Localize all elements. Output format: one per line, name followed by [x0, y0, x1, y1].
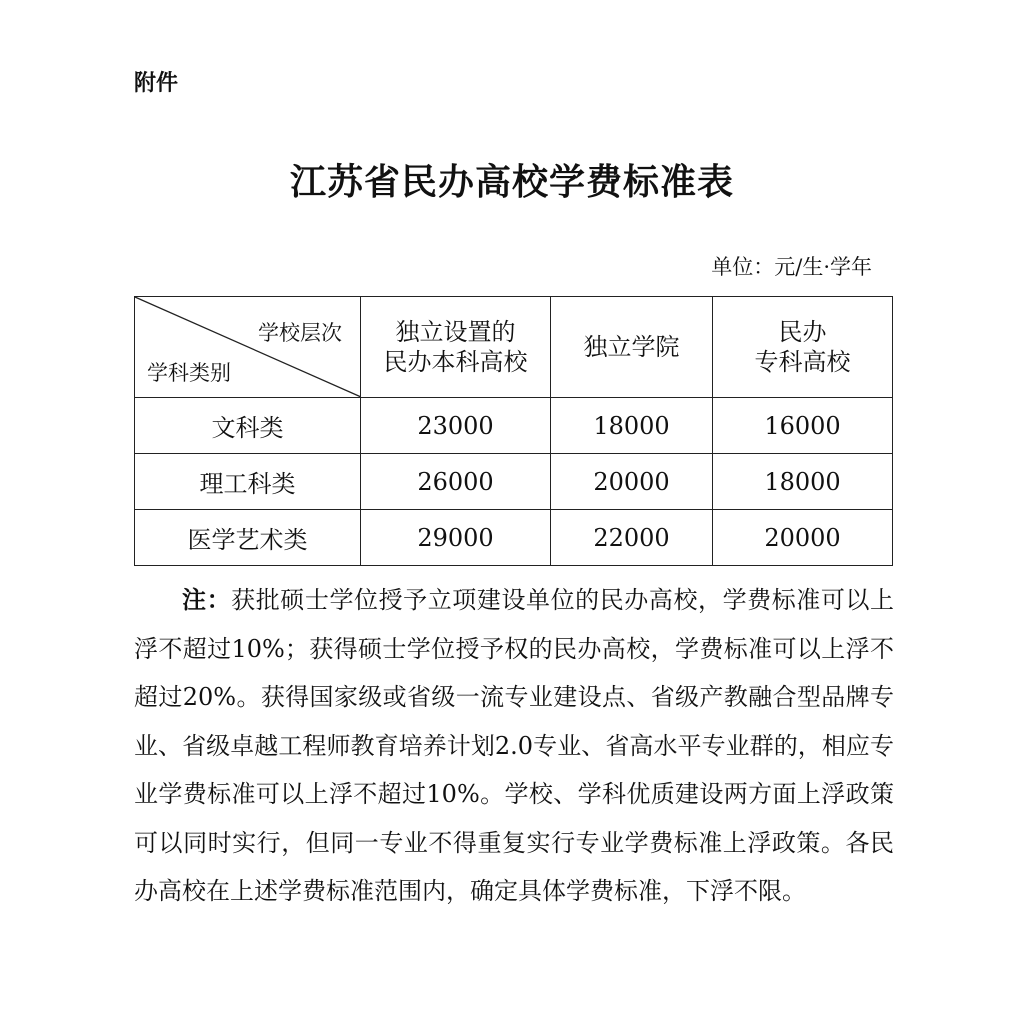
- table-row: [135, 454, 893, 510]
- corner-cell: [135, 297, 361, 398]
- table-row: [135, 398, 893, 454]
- fee-cell: 29000: [361, 510, 551, 566]
- column-header-line: 独立学院: [583, 333, 680, 361]
- column-header-private-vocational: [713, 297, 893, 398]
- fee-cell: 18000: [551, 398, 713, 454]
- column-header-line: 独立设置的: [395, 318, 516, 346]
- row-category: 医学艺术类: [135, 510, 361, 566]
- subject-category-label: 学科类别: [147, 361, 231, 385]
- document-title: 江苏省民办高校学费标准表: [289, 162, 734, 203]
- fee-cell: 22000: [551, 510, 713, 566]
- fee-cell: 23000: [361, 398, 551, 454]
- note-label: 注：: [182, 585, 232, 614]
- unit-label: 单位：元/生·学年: [711, 255, 872, 279]
- table-row: [135, 510, 893, 566]
- note-paragraph: [134, 576, 894, 916]
- row-category: 理工科类: [135, 454, 361, 510]
- column-header-line: 民办本科高校: [383, 348, 528, 376]
- column-header-line: 专科高校: [754, 348, 851, 376]
- fee-cell: 20000: [713, 510, 893, 566]
- attachment-label: 附件: [134, 71, 179, 96]
- fee-cell: 20000: [551, 454, 713, 510]
- tuition-table: [134, 296, 893, 566]
- column-header-independent-college: [551, 297, 713, 398]
- school-level-label: 学校层次: [258, 321, 342, 345]
- row-category: 文科类: [135, 398, 361, 454]
- column-header-independent-undergrad: [361, 297, 551, 398]
- column-header-line: 民办: [778, 318, 827, 346]
- fee-cell: 26000: [361, 454, 551, 510]
- note-text: 获批硕士学位授予立项建设单位的民办高校，学费标准可以上浮不超过10%；获得硕士学位授予权的民办高校，学费标准可以上浮不超过20%。获得国家级或省级一流专业建设点、省级产教融合型品牌专业、省级卓越工程师教育培养计划2.0专业、省高水平专业群的，相应专业学费标准可以上浮不超过10%。学校、学科优质建设两方面上浮政策可以同时实行，但同一专业不得重复实行专业学费标准上浮政策。各民办高校在上述学费标准范围内，确定具体学费标准，下浮不限。: [134, 586, 895, 905]
- table-header-row: [135, 297, 893, 398]
- fee-cell: 18000: [713, 454, 893, 510]
- fee-cell: 16000: [713, 398, 893, 454]
